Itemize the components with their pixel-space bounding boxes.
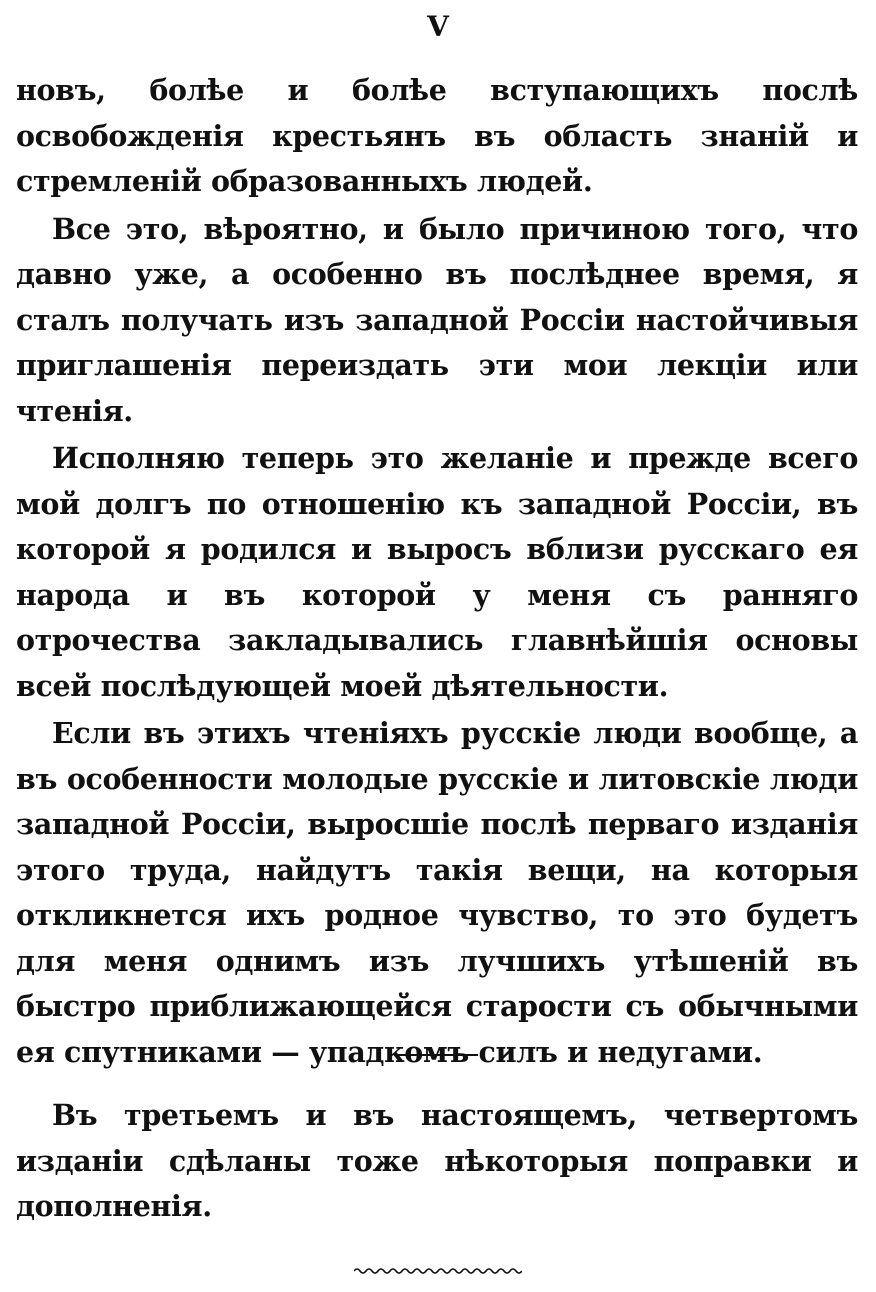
paragraph-editions: Въ третьемъ и въ настоящемъ, четвертомъ изданіи сдѣланы тоже нѣкоторыя поправки и дополненія. (16, 1098, 858, 1223)
edition-note (16, 1093, 858, 1232)
paragraph-invitations: Все это, вѣроятно, и было причиною того, что давно уже, а особенно въ послѣднее время, я сталъ получать изъ западной Россіи настойчивыя приглашенія переиздать эти мои лекціи или чтенія. (16, 211, 858, 428)
paragraph-duty: Исполняю теперь это желаніе и прежде всего мой долгъ по отношенію къ западной Россіи, въ которой я родился и выросъ вблизи русскаго ея народа и въ которой у меня съ ранняго отрочества закладывались главнѣйшія основы всей послѣдующей моей дѣятельности. (16, 441, 858, 703)
end-ornament (354, 1266, 522, 1276)
paragraph-continuation: новъ, болѣе и болѣе вступающихъ послѣ освобожденія крестьянъ въ область знаній и стремленій образованныхъ людей. (16, 73, 858, 198)
paragraph-readers: Если въ этихъ чтеніяхъ русскіе люди вообще, а въ особенности молодые русскіе и литовскіе люди западной Россіи, выросшіе послѣ перваго изданія этого труда, найдутъ такія вещи, на которыя откликнется ихъ родное чувство, то это будетъ для меня однимъ изъ лучшихъ утѣшеній въ быстро приближающейся старости съ обычными ея спутниками — упадкомъ силъ и недугами. (16, 716, 858, 1069)
page-number: V (427, 10, 449, 43)
main-text (16, 68, 858, 1077)
section-divider (398, 1054, 478, 1056)
